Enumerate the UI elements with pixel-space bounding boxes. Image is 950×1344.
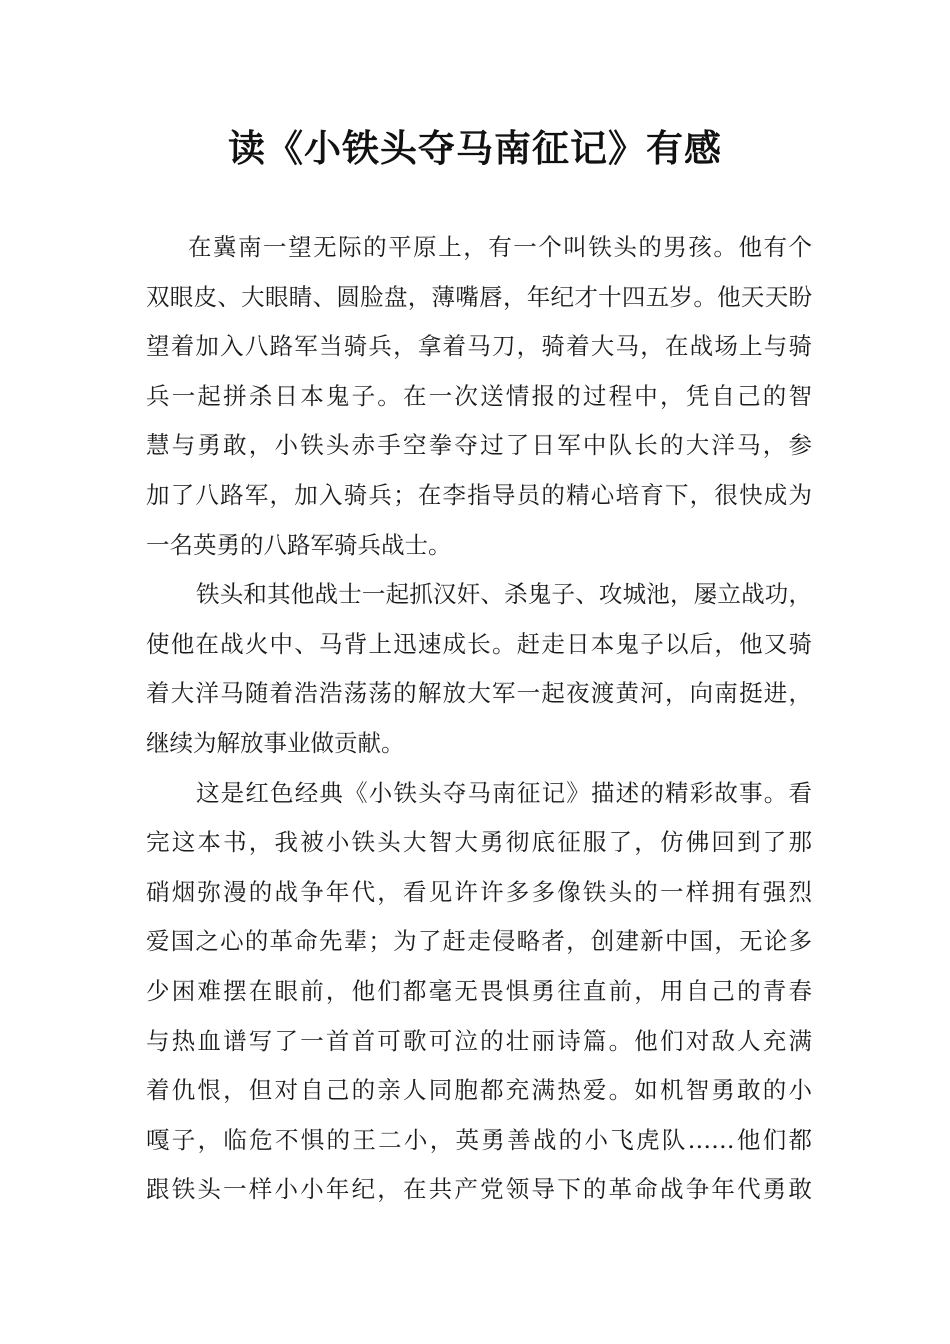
text-line: 少困难摆在眼前，他们都毫无畏惧勇往直前，用自己的青春: [146, 976, 812, 1005]
text-line: 完这本书，我被小铁头大智大勇彻底征服了，仿佛回到了那: [146, 828, 812, 857]
paragraph-1: [146, 223, 812, 570]
text-line: 一名英勇的八路军骑兵战士。: [146, 530, 452, 559]
text-line: 嘎子，临危不惧的王二小，英勇善战的小飞虎队……他们都: [146, 1125, 812, 1154]
text-line: 爱国之心的革命先辈；为了赶走侵略者，创建新中国，无论多: [146, 927, 812, 956]
text-line: 加了八路军，加入骑兵；在李指导员的精心培育下，很快成为: [146, 480, 812, 509]
text-line: 硝烟弥漫的战争年代，看见许许多多像铁头的一样拥有强烈: [146, 877, 812, 906]
paragraph-2: [146, 570, 812, 768]
text-line: 双眼皮、大眼睛、圆脸盘，薄嘴唇，年纪才十四五岁。他天天盼: [146, 282, 812, 311]
text-line: 跟铁头一样小小年纪，在共产党领导下的革命战争年代勇敢: [146, 1175, 812, 1204]
document-title: 读《小铁头夺马南征记》有感: [228, 126, 722, 170]
text-line: 与热血谱写了一首首可歌可泣的壮丽诗篇。他们对敌人充满: [146, 1026, 812, 1055]
text-line: 这是红色经典《小铁头夺马南征记》描述的精彩故事。看: [196, 778, 812, 807]
text-line: 兵一起拼杀日本鬼子。在一次送情报的过程中，凭自己的智: [146, 381, 812, 410]
text-line: 慧与勇敢，小铁头赤手空拳夺过了日军中队长的大洋马，参: [146, 431, 812, 460]
text-line: 铁头和其他战士一起抓汉奸、杀鬼子、攻城池，屡立战功，: [196, 580, 812, 609]
paragraph-3: [146, 769, 812, 1215]
text-line: 使他在战火中、马背上迅速成长。赶走日本鬼子以后，他又骑: [146, 629, 812, 658]
text-line: 继续为解放事业做贡献。: [146, 728, 405, 757]
text-line: 着仇恨，但对自己的亲人同胞都充满热爱。如机智勇敢的小: [146, 1076, 812, 1105]
document-body: [146, 223, 812, 1215]
text-line: 着大洋马随着浩浩荡荡的解放大军一起夜渡黄河，向南挺进，: [146, 679, 812, 708]
text-line: 望着加入八路军当骑兵，拿着马刀，骑着大马，在战场上与骑: [146, 332, 812, 361]
text-line: 在冀南一望无际的平原上，有一个叫铁头的男孩。他有个: [188, 233, 812, 261]
